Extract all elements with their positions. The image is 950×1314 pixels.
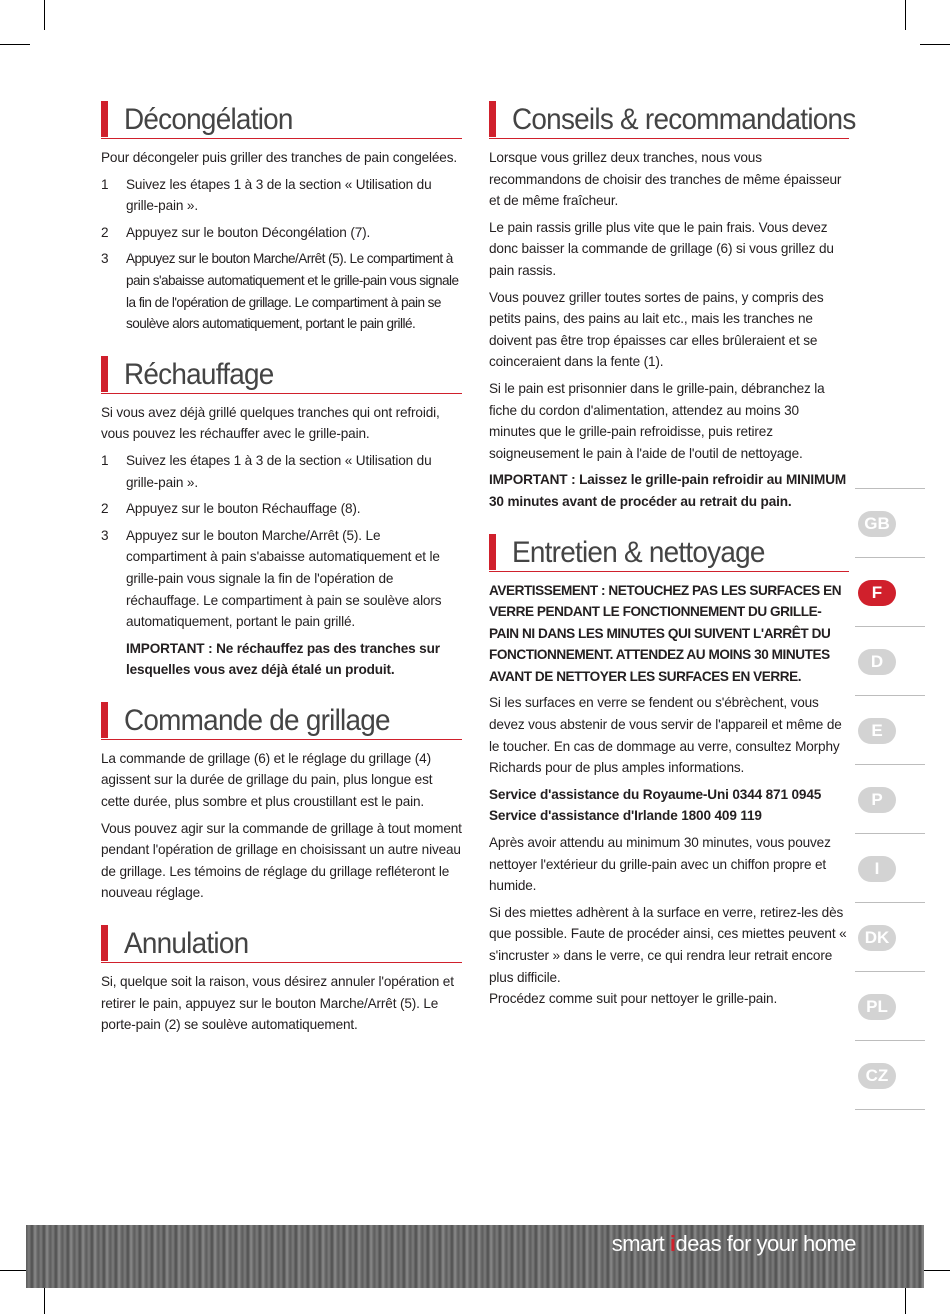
paragraph: Pour décongeler puis griller des tranches de pain congelées. [101, 150, 457, 165]
important-note: IMPORTANT : Ne réchauffez pas des tranches sur lesquelles vous avez déjà étalé un produit. [126, 640, 440, 678]
section-header [489, 531, 849, 572]
section-accent-bar [489, 101, 496, 137]
section-title: Commande de grillage [124, 703, 390, 737]
step-text: Appuyez sur le bouton Marche/Arrêt (5). Le compartiment à pain s'abaisse automatiquement et le grille-pain vous signale la fin de l'opération de grillage. Le compartiment à pain se soulève alors automatiquement, portant le pain grillé. [126, 251, 459, 332]
step-text: Suivez les étapes 1 à 3 de la section « Utilisation du grille-pain ». [126, 452, 432, 490]
tab-divider [855, 1109, 925, 1110]
list-item [101, 450, 462, 493]
lang-badge: I [858, 856, 896, 882]
lang-tab-d[interactable] [855, 626, 925, 695]
section-conseils [489, 98, 856, 513]
paragraph: Le pain rassis grille plus vite que le pain frais. Vous devez donc baisser la commande de grillage (6) si vous grillez du pain rassis. [489, 219, 834, 278]
crop-mark [44, 0, 45, 30]
section-header [101, 922, 462, 963]
section-accent-bar [101, 702, 108, 738]
section-entretien [489, 531, 849, 1010]
step-list [101, 174, 462, 335]
lang-badge: CZ [858, 1063, 896, 1089]
section-accent-bar [101, 356, 108, 392]
paragraph: Si vous avez déjà grillé quelques tranches qui ont refroidi, vous pouvez les réchauffer avec le grille-pain. [101, 404, 440, 442]
paragraph: La commande de grillage (6) et le réglage du grillage (4) agissent sur la durée de grillage du pain, plus longue est cette durée, plus sombre et plus croustillant est le pain. [101, 750, 433, 810]
crop-mark [920, 44, 950, 45]
lang-badge-active: F [858, 580, 896, 606]
right-column [489, 98, 856, 1028]
paragraph: Si les surfaces en verre se fendent ou s'ébrèchent, vous devez vous abstenir de vous servir de l'appareil et même de le toucher. En cas de dommage au verre, consultez Morphy Richards pour de plus amples informations. [489, 695, 842, 776]
lang-tab-gb[interactable] [855, 488, 925, 557]
lang-tab-f[interactable] [855, 557, 925, 626]
lang-tab-pl[interactable] [855, 971, 925, 1040]
section-accent-bar [101, 925, 108, 961]
list-item [101, 248, 462, 334]
crop-mark [905, 1284, 906, 1314]
section-accent-bar [489, 534, 496, 570]
section-title: Annulation [124, 927, 249, 961]
list-item [101, 174, 462, 217]
section-title: Conseils & recommandations [512, 103, 856, 136]
section-header [101, 353, 462, 394]
step-text: Appuyez sur le bouton Décongélation (7). [126, 224, 371, 240]
lang-tab-e[interactable] [855, 695, 925, 764]
lang-badge: E [858, 718, 896, 744]
step-number: 2 [101, 224, 109, 240]
section-accent-bar [101, 101, 108, 137]
footer-band [26, 1225, 924, 1288]
section-header [489, 98, 856, 139]
warning-text: AVERTISSEMENT : NETOUCHEZ PAS LES SURFACES EN VERRE PENDANT LE FONCTIONNEMENT DU GRILLE-PAIN NI DANS LES MINUTES QUI SUIVENT L'ARRÊT DU FONCTIONNEMENT. ATTENDEZ AU MOINS 30 MINUTES AVANT DE NETTOYER LES SURFACES EN VERRE. [489, 582, 842, 684]
paragraph: Vous pouvez griller toutes sortes de pains, y compris des petits pains, des pains au lait etc., mais les tranches ne doivent pas être trop épaisses car elles brûleraient et se coinceraient dans la fente (1). [489, 289, 824, 370]
paragraph: Après avoir attendu au minimum 30 minutes, vous pouvez nettoyer l'extérieur du grille-pain avec un chiffon propre et humide. [489, 835, 831, 894]
section-header [101, 98, 462, 139]
step-number: 1 [101, 176, 109, 192]
section-title: Entretien & nettoyage [512, 535, 765, 569]
section-title: Décongélation [124, 103, 293, 136]
section-header [101, 699, 462, 740]
lang-badge: DK [858, 925, 896, 951]
tagline-start: smart [611, 1231, 670, 1256]
crop-mark [905, 0, 906, 30]
step-number: 1 [101, 452, 109, 468]
language-tabs [855, 488, 925, 1110]
lang-badge: GB [858, 511, 896, 537]
lang-badge: D [858, 649, 896, 675]
paragraph: Si des miettes adhèrent à la surface en verre, retirez-les dès que possible. Faute de procéder ainsi, ces miettes peuvent « s'incruster » dans le verre, ce qui rendra leur retrait encore plus difficile. [489, 904, 847, 985]
crop-mark [920, 1270, 950, 1271]
paragraph: Si le pain est prisonnier dans le grille-pain, débranchez la fiche du cordon d'alimentation, attendez au moins 30 minutes que le grille-pain refroidisse, puis retirez soigneusement le pain à l'aide de l'outil de nettoyage. [489, 380, 825, 461]
list-item [101, 525, 462, 633]
paragraph: Vous pouvez agir sur la commande de grillage à tout moment pendant l'opération de grillage en choisissant un autre niveau de grillage. Les témoins de réglage du grillage refléteront le nouveau réglage. [101, 820, 462, 901]
section-title: Réchauffage [124, 357, 274, 391]
section-annulation [101, 922, 462, 1036]
crop-mark [44, 1284, 45, 1314]
step-list [101, 450, 462, 633]
step-text: Appuyez sur le bouton Marche/Arrêt (5). Le compartiment à pain s'abaisse automatiquement et le grille-pain vous signale la fin de l'opération de réchauffage. Le compartiment à pain se soulève alors automatiquement, portant le pain grillé. [126, 527, 442, 630]
section-commande-grillage [101, 699, 462, 904]
section-decongelation [101, 98, 462, 335]
lang-tab-dk[interactable] [855, 902, 925, 971]
list-item [101, 498, 462, 520]
lang-tab-cz[interactable] [855, 1040, 925, 1109]
crop-mark [0, 44, 30, 45]
lang-tab-p[interactable] [855, 764, 925, 833]
step-number: 3 [101, 251, 109, 267]
paragraph: Si, quelque soit la raison, vous désirez annuler l'opération et retirer le pain, appuyez sur le bouton Marche/Arrêt (5). Le porte-pain (2) se soulève automatiquement. [101, 974, 454, 1033]
step-text: Suivez les étapes 1 à 3 de la section « Utilisation du grille-pain ». [126, 176, 432, 214]
brand-tagline [612, 1231, 856, 1257]
lang-tab-i[interactable] [855, 833, 925, 902]
list-item [101, 222, 462, 244]
step-text: Appuyez sur le bouton Réchauffage (8). [126, 501, 361, 517]
tagline-end: deas for your home [675, 1231, 856, 1256]
section-rechauffage [101, 353, 462, 681]
lang-badge: PL [858, 994, 896, 1020]
important-note: IMPORTANT : Laissez le grille-pain refroidir au MINIMUM 30 minutes avant de procéder au retrait du pain. [489, 472, 847, 509]
step-number: 2 [101, 501, 109, 517]
paragraph: Lorsque vous grillez deux tranches, nous vous recommandons de choisir des tranches de même épaisseur et de même fraîcheur. [489, 150, 842, 209]
tagline-highlight: i [669, 1231, 676, 1256]
lang-badge: P [858, 787, 896, 813]
paragraph: Procédez comme suit pour nettoyer le grille-pain. [489, 991, 778, 1007]
left-column [101, 98, 462, 1054]
step-number: 3 [101, 527, 109, 543]
service-ie: Service d'assistance d'Irlande 1800 409 119 [489, 808, 762, 824]
service-uk: Service d'assistance du Royaume-Uni 0344 871 0945 [489, 786, 822, 802]
